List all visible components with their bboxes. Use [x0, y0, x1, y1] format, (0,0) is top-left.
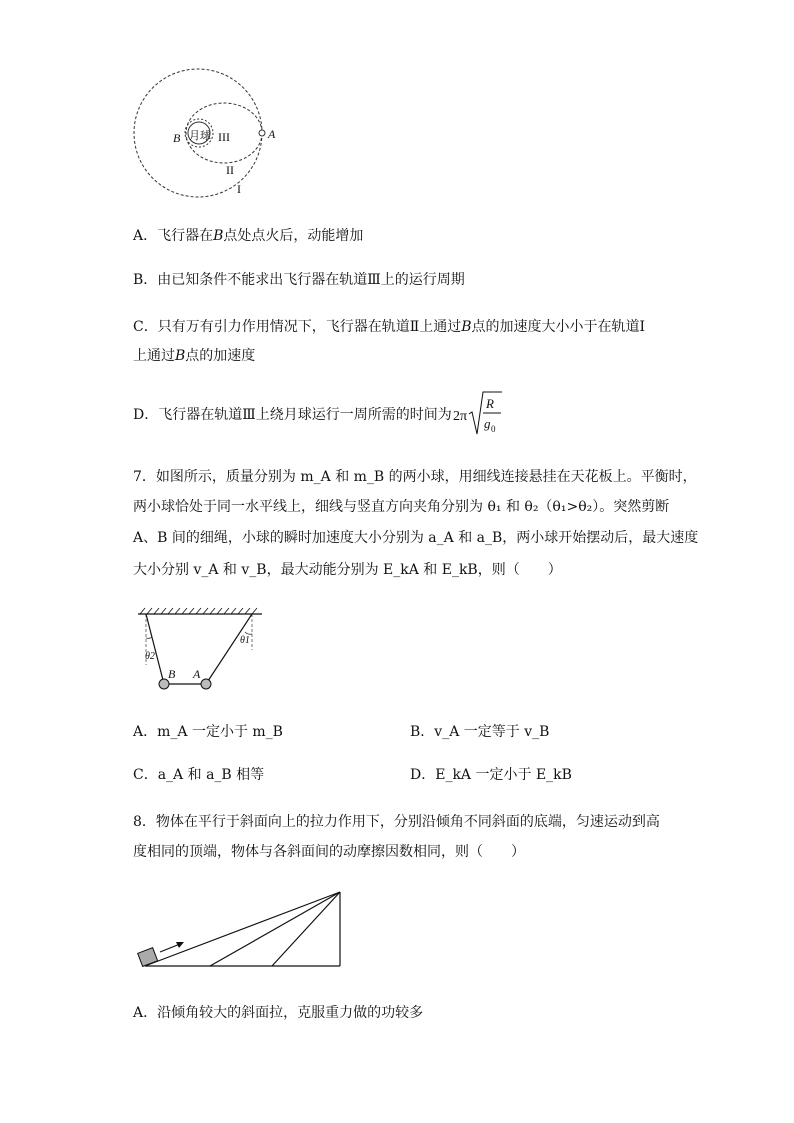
q7-a-text: A．m_A 一定小于 m_B	[133, 724, 283, 740]
q6-d-prefix: D．飞行器在轨道Ⅲ上绕月球运行一周所需的时间为	[133, 407, 452, 423]
q7-line1-text: 7．如图所示，质量分别为 m_A 和 m_B 的两小球，用细线连接悬挂在天花板上。平衡时，	[133, 469, 697, 485]
formula-num: R	[486, 396, 494, 411]
q6-c-var: B	[461, 319, 472, 335]
q7-b-text: B．v_A 一定等于 v_B	[410, 724, 550, 740]
label-ii: II	[226, 163, 234, 177]
q6-b-text: B．由已知条件不能求出飞行器在轨道Ⅲ上的运行周期	[133, 272, 465, 288]
label-theta2: θ2	[145, 651, 155, 662]
q8-a-text: A．沿倾角较大的斜面拉，克服重力做的功较多	[133, 1005, 424, 1021]
label-b: B	[173, 131, 181, 145]
q6-a-var: B	[213, 228, 224, 244]
incline-1	[145, 892, 340, 966]
q7-d-text: D．E_kA 一定小于 E_kB	[410, 767, 572, 783]
q6-a-suffix: 点处点火后，动能增加	[223, 228, 364, 244]
q6-c2-suffix: 点的加速度	[185, 348, 256, 364]
q7-c-text: C．a_A 和 a_B 相等	[133, 767, 265, 783]
q6-c-prefix: C．只有万有引力作用情况下，飞行器在轨道Ⅱ上通过	[133, 319, 462, 335]
label-ball-b: B	[168, 667, 176, 681]
formula-den: g	[484, 416, 491, 431]
q8-line2-text: 度相同的顶端，物体与各斜面间的动摩擦因数相同，则（ ）	[133, 844, 525, 860]
label-moon: 月球	[189, 130, 211, 142]
q8-option-a	[133, 1003, 423, 1023]
label-ball-a: A	[193, 667, 201, 681]
incline-2	[210, 892, 340, 966]
label-iii: III	[218, 130, 230, 144]
label-theta1: θ1	[240, 635, 250, 646]
label-a: A	[268, 127, 276, 141]
label-i: I	[237, 182, 241, 196]
formula-den-sub: 0	[491, 424, 496, 434]
q6-a-prefix: A．飞行器在	[133, 228, 214, 244]
block	[138, 948, 158, 967]
q7-line4-text: 大小分别 v_A 和 v_B，最大动能分别为 E_kA 和 E_kB，则（ ）	[133, 562, 562, 578]
q6-c2-prefix: 上通过	[133, 348, 175, 364]
force-arrow-shaft	[160, 944, 180, 952]
q6-c-suffix: 点的加速度大小小于在轨道Ⅰ	[471, 319, 646, 335]
formula-coef: 2π	[453, 409, 468, 424]
q8-line1-text: 8．物体在平行于斜面向上的拉力作用下，分别沿倾角不同斜面的底端，匀速运动到高	[133, 814, 660, 830]
q6-c2-var: B	[175, 348, 186, 364]
incline-3	[272, 892, 340, 966]
q7-line3-text: A、B 间的细绳，小球的瞬时加速度大小分别为 a_A 和 a_B，两小球开始摆动后，最大速度	[133, 530, 699, 546]
q7-line2-text: 两小球恰处于同一水平线上，细线与竖直方向夹角分别为 θ₁ 和 θ₂（θ₁>θ₂）。突然剪断	[133, 499, 670, 515]
